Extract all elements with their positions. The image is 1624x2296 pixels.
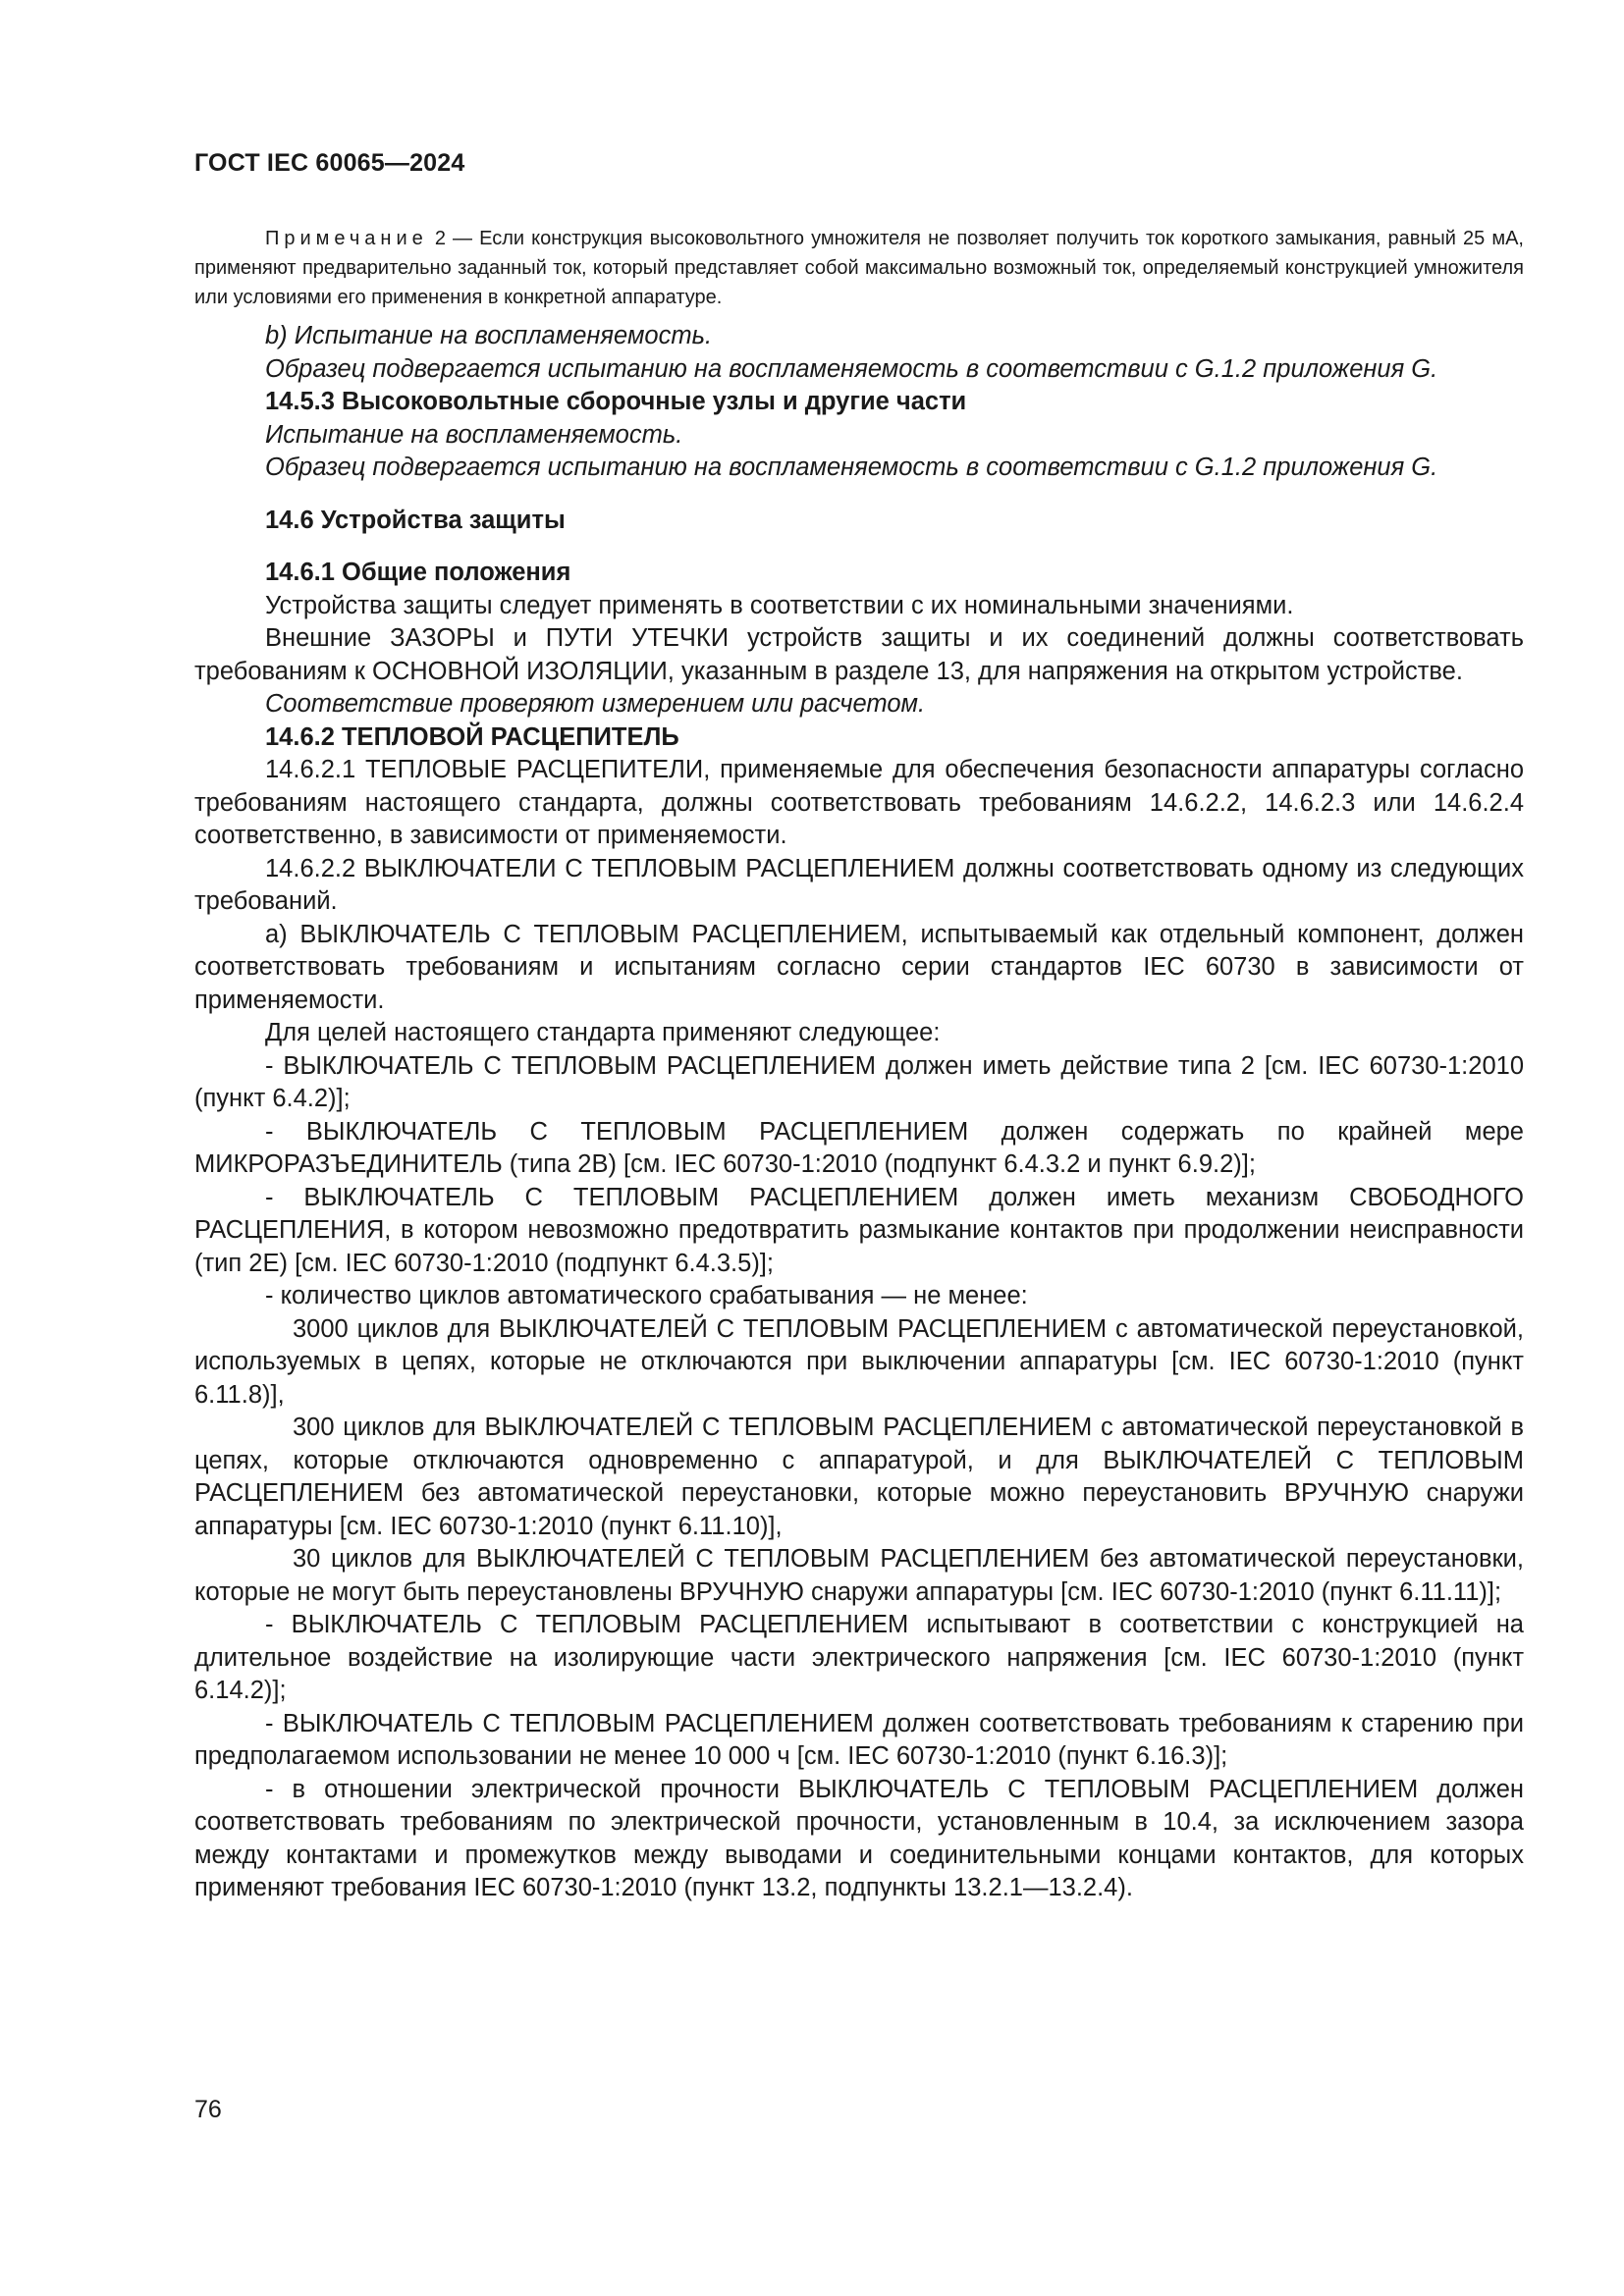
paragraph-14-5-3-a: Испытание на воспламеняемость.: [265, 420, 683, 449]
cycles-item-3: 30 циклов для ВЫКЛЮЧАТЕЛЕЙ С ТЕПЛОВЫМ РАСЦЕПЛЕНИЕМ без автоматической переустановки, которые не могут быть переустановлены ВРУЧНУЮ снаружи аппаратуры [см. IEC 60730-1:2010 (пункт 6.11.11)];: [194, 1545, 1524, 1606]
page-number: 76: [194, 2096, 222, 2123]
list-item-4: - количество циклов автоматического срабатывания — не менее:: [265, 1282, 1028, 1309]
paragraph-b: b) Испытание на воспламеняемость.: [265, 322, 713, 349]
list-item-1: - ВЫКЛЮЧАТЕЛЬ С ТЕПЛОВЫМ РАСЦЕПЛЕНИЕМ должен иметь действие типа 2 [см. IEC 60730-1:2010 (пункт 6.4.2)];: [194, 1051, 1524, 1112]
note-text: 2 — Если конструкция высоковольтного умножителя не позволяет получить ток короткого замыкания, равный 25 мА, применяют предварительно заданный ток, который представляет собой максимально возможный ток, определяемый конструкцией умножителя или условиями его применения в конкретной аппаратуре.: [194, 228, 1524, 308]
paragraph-14-6-1-b: Внешние ЗАЗОРЫ и ПУТИ УТЕЧКИ устройств защиты и их соединений должны соответствовать требованиям к ОСНОВНОЙ ИЗОЛЯЦИИ, указанным в разделе 13, для напряжения на открытом устройстве.: [194, 624, 1524, 685]
heading-14-6: 14.6 Устройства защиты: [265, 506, 566, 534]
document-header: ГОСТ IEC 60065—2024: [194, 149, 465, 177]
paragraph-purpose: Для целей настоящего стандарта применяют следующее:: [265, 1019, 941, 1046]
document-body: [194, 224, 1524, 1905]
list-item-7: - в отношении электрической прочности ВЫКЛЮЧАТЕЛЬ С ТЕПЛОВЫМ РАСЦЕПЛЕНИЕМ должен соответствовать требованиям по электрической прочности, установленным в 10.4, за исключением зазора между контактами и промежутков между выводами и соединительными концами контактов, для которых применяют требования IEC 60730-1:2010 (пункт 13.2, подпункты 13.2.1—13.2.4).: [194, 1775, 1524, 1901]
heading-14-6-1: 14.6.1 Общие положения: [265, 559, 571, 586]
paragraph-b-text: Образец подвергается испытанию на воспламеняемость в соответствии с G.1.2 приложения G.: [265, 354, 1438, 383]
paragraph-14-6-2-2: 14.6.2.2 ВЫКЛЮЧАТЕЛИ С ТЕПЛОВЫМ РАСЦЕПЛЕНИЕМ должны соответствовать одному из следующих требований.: [194, 854, 1524, 915]
paragraph-14-5-3-b: Образец подвергается испытанию на воспламеняемость в соответствии с G.1.2 приложения G.: [265, 454, 1438, 481]
heading-14-6-2: 14.6.2 ТЕПЛОВОЙ РАСЦЕПИТЕЛЬ: [265, 722, 679, 751]
paragraph-14-6-1-a: Устройства защиты следует применять в соответствии с их номинальными значениями.: [265, 591, 1294, 619]
note-2: [194, 224, 1524, 312]
heading-14-5-3: 14.5.3 Высоковольтные сборочные узлы и другие части: [265, 388, 967, 415]
cycles-item-2: 300 циклов для ВЫКЛЮЧАТЕЛЕЙ С ТЕПЛОВЫМ РАСЦЕПЛЕНИЕМ с автоматической переустановкой в цепях, которые отключаются одновременно с аппаратурой, и для ВЫКЛЮЧАТЕЛЕЙ С ТЕПЛОВЫМ РАСЦЕПЛЕНИЕМ без автоматической переустановки, которые можно переустановить ВРУЧНУЮ снаружи аппаратуры [см. IEC 60730-1:2010 (пункт 6.11.10)],: [194, 1414, 1524, 1540]
note-label: Примечание: [265, 228, 428, 249]
cycles-item-1: 3000 циклов для ВЫКЛЮЧАТЕЛЕЙ С ТЕПЛОВЫМ РАСЦЕПЛЕНИЕМ с автоматической переустановкой, используемых в цепях, которые не отключаются при выключении аппаратуры [см. IEC 60730-1:2010 (пункт 6.11.8)],: [194, 1314, 1524, 1409]
list-item-3: - ВЫКЛЮЧАТЕЛЬ С ТЕПЛОВЫМ РАСЦЕПЛЕНИЕМ должен иметь механизм СВОБОДНОГО РАСЦЕПЛЕНИЯ, в котором невозможно предотвратить размыкание контактов при продолжении неисправности (тип 2E) [см. IEC 60730-1:2010 (подпункт 6.4.3.5)];: [194, 1183, 1524, 1277]
paragraph-14-6-1-c: Соответствие проверяют измерением или расчетом.: [265, 690, 926, 718]
list-item-6: - ВЫКЛЮЧАТЕЛЬ С ТЕПЛОВЫМ РАСЦЕПЛЕНИЕМ должен соответствовать требованиям к старению при предполагаемом использовании не менее 10 000 ч [см. IEC 60730-1:2010 (пункт 6.16.3)];: [194, 1709, 1524, 1770]
list-item-5: - ВЫКЛЮЧАТЕЛЬ С ТЕПЛОВЫМ РАСЦЕПЛЕНИЕМ испытывают в соответствии с конструкцией на длительное воздействие на изолирующие части электрического напряжения [см. IEC 60730-1:2010 (пункт 6.14.2)];: [194, 1611, 1524, 1704]
paragraph-a: a) ВЫКЛЮЧАТЕЛЬ С ТЕПЛОВЫМ РАСЦЕПЛЕНИЕМ, испытываемый как отдельный компонент, должен соответствовать требованиям и испытаниям согласно серии стандартов IEC 60730 в зависимости от применяемости.: [194, 920, 1524, 1014]
paragraph-14-6-2-1: 14.6.2.1 ТЕПЛОВЫЕ РАСЦЕПИТЕЛИ, применяемые для обеспечения безопасности аппаратуры согласно требованиям настоящего стандарта, должны соответствовать требованиям 14.6.2.2, 14.6.2.3 или 14.6.2.4 соответственно, в зависимости от применяемости.: [194, 756, 1524, 849]
list-item-2: - ВЫКЛЮЧАТЕЛЬ С ТЕПЛОВЫМ РАСЦЕПЛЕНИЕМ должен содержать по крайней мере МИКРОРАЗЪЕДИНИТЕЛЬ (типа 2B) [см. IEC 60730-1:2010 (подпункт 6.4.3.2 и пункт 6.9.2)];: [194, 1117, 1524, 1178]
